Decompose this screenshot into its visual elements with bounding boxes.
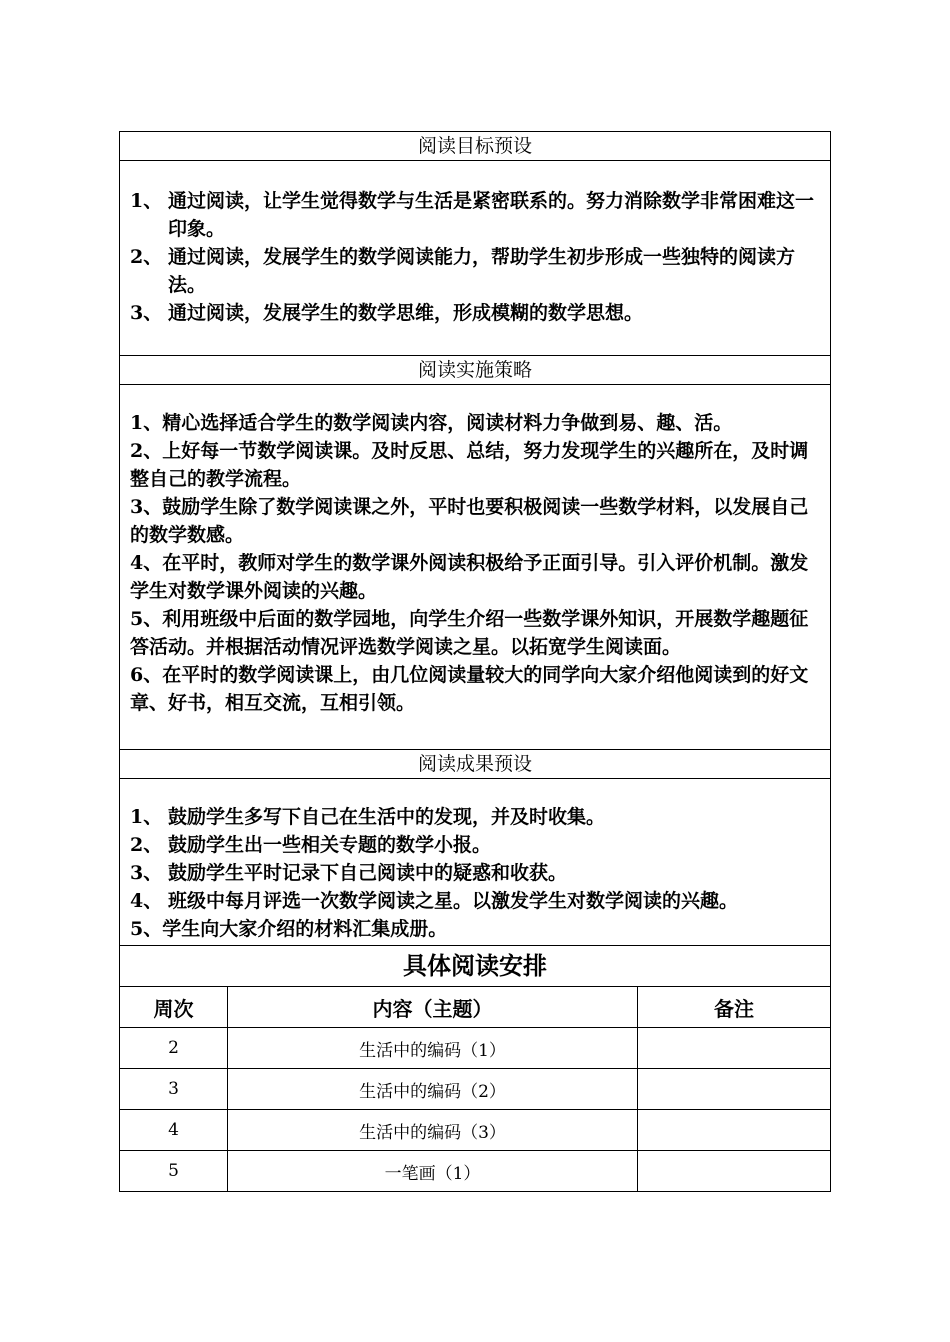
section-title-outcomes: 阅读成果预设 — [120, 750, 831, 779]
schedule-header-row — [120, 987, 830, 1028]
list-item: 3、鼓励学生除了数学阅读课之外，平时也要积极阅读一些数学材料，以发展自己的数学数感。 — [130, 496, 809, 546]
schedule-title: 具体阅读安排 — [120, 946, 831, 987]
list-item: 2、上好每一节数学阅读课。及时反思、总结，努力发现学生的兴趣所在，及时调整自己的教学流程。 — [130, 440, 809, 490]
list-item: 3、 通过阅读，发展学生的数学思维，形成模糊的数学思想。 — [130, 302, 644, 324]
list-item: 3、 鼓励学生平时记录下自己阅读中的疑惑和收获。 — [130, 862, 568, 884]
outcomes-list — [120, 803, 830, 943]
list-item: 5、利用班级中后面的数学园地，向学生介绍一些数学课外知识，开展数学趣题征答活动。并根据活动情况评选数学阅读之星。以拓宽学生阅读面。 — [130, 608, 809, 658]
cell-note — [638, 1028, 831, 1069]
list-item: 4、在平时，教师对学生的数学课外阅读积极给予正面引导。引入评价机制。激发学生对数学课外阅读的兴趣。 — [130, 552, 809, 602]
table-row — [120, 1069, 830, 1110]
table-row — [120, 1110, 830, 1151]
strategies-list — [120, 409, 830, 717]
header-week: 周次 — [120, 987, 228, 1028]
header-content: 内容（主题） — [228, 987, 638, 1028]
cell-week: 3 — [120, 1069, 228, 1110]
schedule-table — [120, 987, 830, 1191]
cell-note — [638, 1110, 831, 1151]
cell-week: 5 — [120, 1151, 228, 1192]
list-item: 2、 通过阅读，发展学生的数学阅读能力，帮助学生初步形成一些独特的阅读方法。 — [130, 246, 796, 296]
section-title-strategies: 阅读实施策略 — [120, 356, 831, 385]
list-item: 1、 通过阅读，让学生觉得数学与生活是紧密联系的。努力消除数学非常困难这一印象。 — [130, 190, 815, 240]
section-body-strategies — [120, 385, 831, 750]
goals-list — [120, 187, 830, 327]
header-note: 备注 — [638, 987, 831, 1028]
section-body-goals — [120, 161, 831, 356]
table-row — [120, 1151, 830, 1192]
cell-note — [638, 1151, 831, 1192]
cell-week: 2 — [120, 1028, 228, 1069]
list-item: 4、 班级中每月评选一次数学阅读之星。以激发学生对数学阅读的兴趣。 — [130, 890, 739, 912]
cell-note — [638, 1069, 831, 1110]
cell-content: 生活中的编码（3） — [228, 1110, 638, 1151]
reading-plan-table — [119, 131, 831, 1192]
cell-content: 生活中的编码（1） — [228, 1028, 638, 1069]
schedule-container — [120, 987, 831, 1192]
list-item: 1、精心选择适合学生的数学阅读内容，阅读材料力争做到易、趣、活。 — [130, 412, 733, 434]
list-item: 1、 鼓励学生多写下自己在生活中的发现，并及时收集。 — [130, 806, 606, 828]
list-item: 2、 鼓励学生出一些相关专题的数学小报。 — [130, 834, 492, 856]
section-title-goals: 阅读目标预设 — [120, 132, 831, 161]
cell-content: 一笔画（1） — [228, 1151, 638, 1192]
cell-week: 4 — [120, 1110, 228, 1151]
list-item: 6、在平时的数学阅读课上，由几位阅读量较大的同学向大家介绍他阅读到的好文章、好书，相互交流，互相引领。 — [130, 664, 809, 714]
table-row — [120, 1028, 830, 1069]
section-body-outcomes — [120, 779, 831, 946]
cell-content: 生活中的编码（2） — [228, 1069, 638, 1110]
list-item: 5 、学生向大家介绍的材料汇集成册。 — [130, 918, 448, 940]
